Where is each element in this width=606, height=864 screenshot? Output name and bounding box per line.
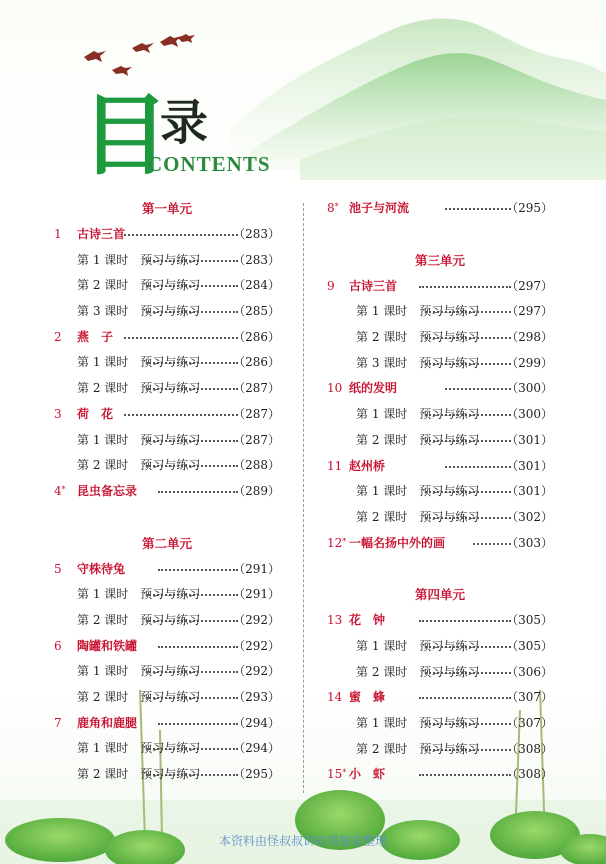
page-number: （308）: [506, 741, 553, 756]
page-number: （301）: [506, 458, 553, 473]
page-number: （305）: [506, 613, 553, 628]
dot-leader: [158, 569, 238, 571]
chapter-number-value: 5: [54, 561, 62, 576]
lesson-title: 第 1 课时 预习与练习: [356, 407, 480, 422]
page-number: （291）: [233, 587, 280, 602]
dot-leader: [425, 414, 511, 416]
chapter-title: 蜜 蜂: [349, 690, 386, 705]
dot-leader: [146, 260, 238, 262]
title-character-lu: 录: [160, 95, 209, 151]
dot-leader: [146, 388, 238, 390]
chapter-number: [54, 222, 62, 248]
chapter-number-value: 13: [327, 613, 343, 628]
chapter-title: 鹿角和鹿腿: [77, 715, 138, 730]
lesson-title: 第 3 课时 预习与练习: [77, 304, 201, 319]
chapter-title: 花 钟: [349, 613, 386, 628]
chapter-number-value: 6: [54, 638, 62, 653]
toc-lesson-entry[interactable]: [54, 762, 280, 788]
page-number: （285）: [233, 304, 280, 319]
dot-leader: [419, 774, 511, 776]
dot-leader: [124, 337, 238, 339]
dot-leader: [146, 620, 238, 622]
chapter-number-value: 8: [327, 201, 335, 215]
chapter-number-value: 14: [327, 690, 343, 705]
toc-chapter-entry[interactable]: [54, 402, 280, 428]
page-number: （300）: [506, 407, 553, 422]
page-number: （287）: [233, 406, 280, 421]
page-number: （284）: [233, 278, 280, 293]
chapter-title: 荷 花: [77, 406, 114, 421]
page-number: （293）: [233, 690, 280, 704]
page-number: （307）: [506, 690, 553, 705]
page-number: （299）: [506, 355, 553, 370]
page-number: （286）: [233, 355, 280, 370]
chapter-number: [54, 479, 66, 505]
lesson-title: 第 2 课时 预习与练习: [356, 432, 480, 447]
dot-leader: [158, 646, 238, 648]
chapter-number-value: 9: [327, 278, 335, 293]
chapter-title: 一幅名扬中外的画: [349, 535, 446, 550]
dot-leader: [425, 672, 511, 674]
page-number: （308）: [506, 767, 553, 782]
toc-lesson-entry[interactable]: [327, 660, 553, 686]
toc-chapter-entry[interactable]: [54, 711, 280, 737]
toc-lesson-entry[interactable]: [327, 351, 553, 377]
dot-leader: [146, 465, 238, 467]
chapter-number: [327, 196, 339, 222]
page-number: （288）: [233, 458, 280, 473]
page-number: （306）: [506, 664, 553, 679]
dot-leader: [425, 646, 511, 648]
dot-leader: [425, 723, 511, 725]
page-number: （301）: [506, 484, 553, 499]
unit-heading: 第四单元: [414, 587, 465, 603]
dot-leader: [425, 440, 511, 442]
toc-chapter-entry[interactable]: [54, 557, 280, 583]
page-number: （294）: [233, 741, 280, 756]
toc-chapter-entry[interactable]: [327, 376, 553, 402]
dot-leader: [146, 311, 238, 313]
page-number: （292）: [233, 638, 280, 653]
flying-geese-icon: [84, 34, 195, 76]
lesson-title: 第 1 课时 预习与练习: [77, 664, 201, 679]
page-number: （287）: [233, 432, 280, 447]
dot-leader: [425, 749, 511, 751]
toc-lesson-entry[interactable]: [327, 505, 553, 531]
dot-leader: [146, 440, 238, 442]
page-number: （297）: [506, 304, 553, 319]
page-number: （283）: [233, 252, 280, 267]
dot-leader: [445, 208, 511, 210]
chapter-number: [327, 274, 335, 300]
page-number: （305）: [506, 638, 553, 653]
toc-lesson-entry[interactable]: [54, 376, 280, 402]
chapter-title: 古诗三首: [349, 278, 398, 293]
toc-lesson-entry[interactable]: [54, 248, 280, 274]
lesson-title: 第 2 课时 预习与练习: [77, 458, 201, 473]
dot-leader: [419, 286, 511, 288]
dot-leader: [124, 414, 238, 416]
page-number: （298）: [506, 330, 553, 345]
toc-chapter-entry[interactable]: [327, 608, 553, 634]
dot-leader: [146, 748, 238, 750]
toc-lesson-entry[interactable]: [54, 582, 280, 608]
page-number: （291）: [233, 561, 280, 576]
chapter-number: [327, 531, 346, 557]
page-number: （287）: [233, 381, 280, 396]
toc-lesson-entry[interactable]: [54, 273, 280, 299]
lesson-title: 第 2 课时 预习与练习: [77, 612, 201, 627]
toc-lesson-entry[interactable]: [327, 711, 553, 737]
chapter-title: 古诗三首: [77, 227, 126, 241]
lesson-title: 第 2 课时 预习与练习: [356, 330, 480, 345]
toc-lesson-entry[interactable]: [54, 350, 280, 376]
toc-column-right: [327, 196, 553, 788]
page-number: （302）: [506, 509, 553, 524]
optional-lesson-mark: *: [334, 202, 339, 211]
chapter-title: 池子与河流: [349, 201, 410, 215]
chapter-number-value: 11: [327, 458, 343, 473]
lesson-title: 第 1 课时 预习与练习: [356, 304, 480, 319]
watermark-text: 本资料由怪叔叔讲故事独家整理: [218, 834, 387, 848]
column-divider: [303, 203, 304, 793]
optional-lesson-mark: *: [61, 484, 66, 494]
dot-leader: [146, 774, 238, 776]
toc-chapter-entry[interactable]: [327, 685, 553, 711]
chapter-number-value: 10: [327, 381, 343, 396]
title-contents-en: CONTENTS: [147, 152, 271, 176]
page-number: （295）: [233, 767, 280, 782]
page-number: （307）: [506, 716, 553, 730]
dot-leader: [425, 337, 511, 339]
lesson-title: 第 1 课时 预习与练习: [356, 716, 480, 730]
chapter-title: 守株待兔: [77, 561, 126, 576]
page-number: （297）: [506, 278, 553, 293]
section-spacer: [54, 505, 280, 531]
toc-lesson-entry[interactable]: [327, 737, 553, 763]
dot-leader: [425, 517, 511, 519]
chapter-number-value: 1: [54, 227, 62, 241]
toc-lesson-entry[interactable]: [327, 479, 553, 505]
lesson-title: 第 2 课时 预习与练习: [356, 664, 480, 679]
chapter-number-value: 3: [54, 406, 62, 421]
page-number: （292）: [233, 612, 280, 627]
dot-leader: [158, 491, 238, 493]
toc-lesson-entry[interactable]: [327, 428, 553, 454]
toc-lesson-entry[interactable]: [327, 402, 553, 428]
chapter-number-value: 15: [327, 767, 343, 782]
toc-lesson-entry[interactable]: [327, 325, 553, 351]
page-number: （295）: [506, 201, 553, 215]
toc-lesson-entry[interactable]: [54, 608, 280, 634]
unit-heading: 第三单元: [414, 252, 465, 268]
toc-lesson-entry[interactable]: [54, 299, 280, 325]
chapter-title: 昆虫备忘录: [77, 483, 138, 498]
lesson-title: 第 2 课时 预习与练习: [77, 767, 201, 782]
section-spacer: [327, 222, 553, 248]
unit-heading: 第二单元: [141, 535, 192, 551]
dot-leader: [124, 234, 238, 236]
toc-chapter-entry[interactable]: [54, 634, 280, 660]
toc-lesson-entry[interactable]: [327, 299, 553, 325]
lesson-title: 第 1 课时 预习与练习: [356, 638, 480, 653]
dot-leader: [158, 723, 238, 725]
toc-chapter-entry[interactable]: [327, 196, 553, 222]
page-number: （292）: [233, 664, 280, 679]
toc-lesson-entry[interactable]: [54, 659, 280, 685]
dot-leader: [146, 594, 238, 596]
lesson-title: 第 1 课时 预习与练习: [77, 252, 201, 267]
dot-leader: [425, 311, 511, 313]
dot-leader: [425, 363, 511, 365]
toc-lesson-entry[interactable]: [54, 685, 280, 711]
dot-leader: [425, 491, 511, 493]
lesson-title: 第 1 课时 预习与练习: [77, 741, 201, 756]
lesson-title: 第 2 课时 预习与练习: [77, 381, 201, 396]
dot-leader: [445, 388, 511, 390]
toc-chapter-entry[interactable]: [327, 454, 553, 480]
toc-column-left: [54, 196, 280, 788]
toc-chapter-entry[interactable]: [54, 325, 280, 351]
toc-chapter-entry[interactable]: [327, 274, 553, 300]
chapter-number: [54, 325, 62, 351]
page-number: （301）: [506, 432, 553, 447]
dot-leader: [146, 362, 238, 364]
page-number: （283）: [233, 227, 280, 241]
title-character-mu: 目: [81, 84, 170, 187]
chapter-number: [327, 685, 342, 711]
section-spacer: [327, 556, 553, 582]
chapter-number: [327, 454, 342, 480]
chapter-number-value: 4: [54, 483, 62, 498]
dot-leader: [419, 697, 511, 699]
dot-leader: [445, 466, 511, 468]
chapter-number: [327, 762, 346, 788]
toc-chapter-entry[interactable]: [327, 531, 553, 557]
toc-lesson-entry[interactable]: [54, 453, 280, 479]
chapter-number: [54, 711, 62, 737]
toc-chapter-entry[interactable]: [327, 762, 553, 788]
lesson-title: 第 2 课时 预习与练习: [356, 741, 480, 756]
lesson-title: 第 1 课时 预习与练习: [77, 587, 201, 602]
chapter-title: 燕 子: [77, 329, 114, 344]
lesson-title: 第 2 课时 预习与练习: [77, 690, 201, 704]
toc-lesson-entry[interactable]: [54, 736, 280, 762]
dot-leader: [146, 285, 238, 287]
lesson-title: 第 2 课时 预习与练习: [356, 509, 480, 524]
page-number: （286）: [233, 329, 280, 344]
toc-lesson-entry[interactable]: [327, 634, 553, 660]
toc-lesson-entry[interactable]: [54, 428, 280, 454]
lesson-title: 第 1 课时 预习与练习: [77, 355, 201, 370]
chapter-title: 纸的发明: [349, 381, 398, 396]
lesson-title: 第 1 课时 预习与练习: [77, 432, 201, 447]
chapter-number: [327, 376, 342, 402]
chapter-title: 陶罐和铁罐: [77, 638, 138, 653]
optional-lesson-mark: *: [342, 768, 347, 778]
dot-leader: [146, 671, 238, 673]
chapter-title: 小 虾: [349, 767, 386, 782]
chapter-title: 赵州桥: [349, 458, 386, 473]
unit-heading: 第一单元: [141, 201, 192, 216]
chapter-number: [327, 608, 342, 634]
toc-chapter-entry[interactable]: [54, 479, 280, 505]
chapter-number-value: 2: [54, 329, 62, 344]
chapter-number-value: 12: [327, 535, 343, 550]
page-number: （289）: [233, 483, 280, 498]
optional-lesson-mark: *: [342, 536, 347, 546]
page-number: （303）: [506, 535, 553, 550]
chapter-number: [54, 557, 62, 583]
lesson-title: 第 1 课时 预习与练习: [356, 484, 480, 499]
chapter-number: [54, 634, 62, 660]
lesson-title: 第 2 课时 预习与练习: [77, 278, 201, 293]
lesson-title: 第 3 课时 预习与练习: [356, 355, 480, 370]
page-number: （294）: [233, 715, 280, 730]
dot-leader: [419, 620, 511, 622]
dot-leader: [146, 697, 238, 699]
chapter-number-value: 7: [54, 715, 62, 730]
toc-chapter-entry[interactable]: [54, 222, 280, 248]
page-number: （300）: [506, 381, 553, 396]
chapter-number: [54, 402, 62, 428]
